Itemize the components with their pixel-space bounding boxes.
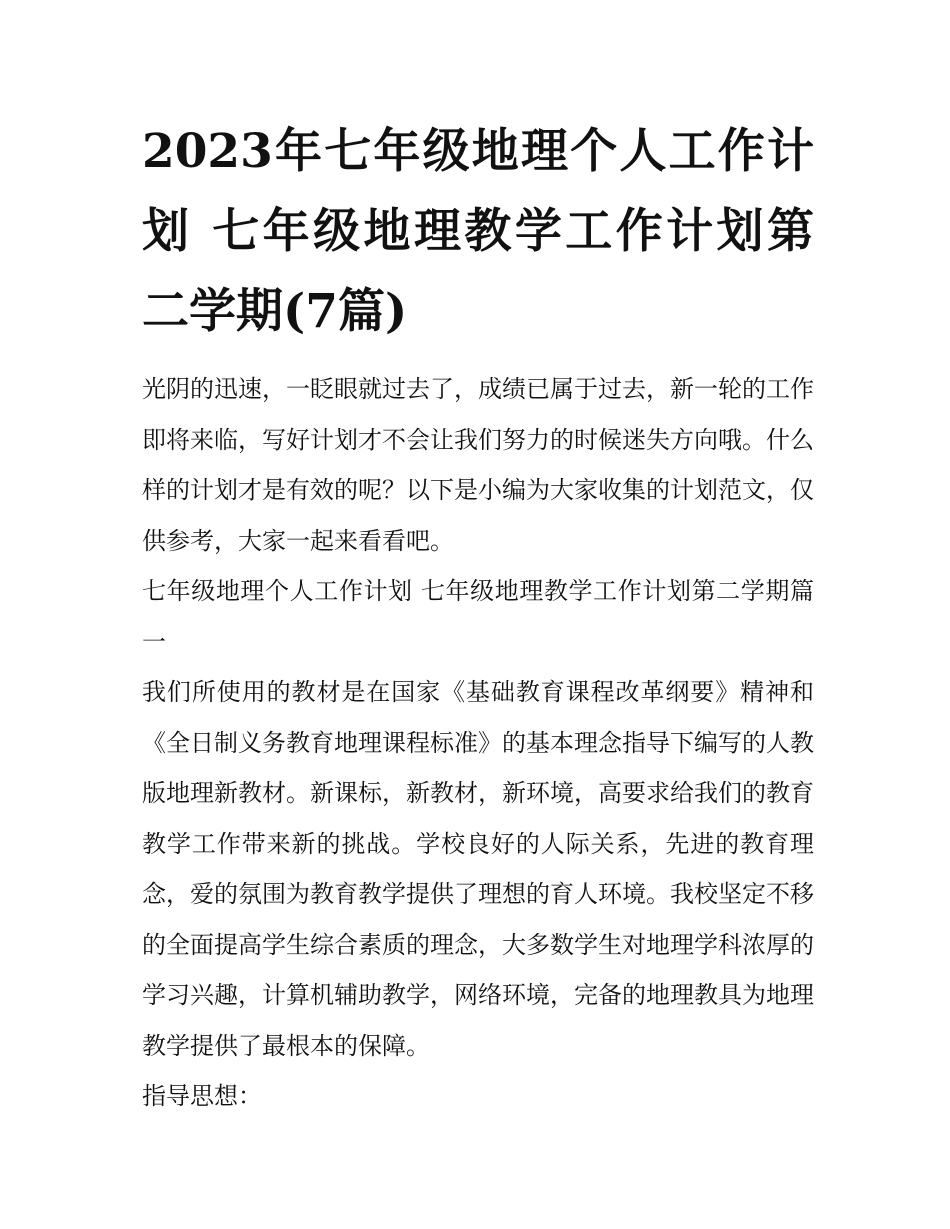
document-page (142, 112, 814, 1122)
section-heading: 七年级地理个人工作计划 七年级地理教学工作计划第二学期篇一 (142, 577, 814, 656)
body-paragraph: 我们所使用的教材是在国家《基础教育课程改革纲要》精神和《全日制义务教育地理课程标准》的基本理念指导下编写的人教版地理新教材。新课标，新教材，新环境，高要求给我们的教育教学工作带来新的挑战。学校良好的人际关系，先进的教育理念，爱的氛围为教育教学提供了理想的育人环境。我校坚定不移的全面提高学生综合素质的理念，大多数学生对地理学科浓厚的学习兴趣，计算机辅助教学，网络环境，完备的地理教具为地理教学提供了最根本的保障。 (142, 678, 814, 1060)
document-title: 2023年七年级地理个人工作计划 七年级地理教学工作计划第二学期(7篇) (142, 124, 814, 339)
intro-paragraph: 光阴的迅速，一眨眼就过去了，成绩已属于过去，新一轮的工作即将来临，写好计划才不会让我们努力的时候迷失方向哦。什么样的计划才是有效的呢？以下是小编为大家收集的计划范文，仅供参考，大家一起来看看吧。 (142, 375, 814, 555)
subheading-guiding-thought: 指导思想： (142, 1082, 262, 1110)
